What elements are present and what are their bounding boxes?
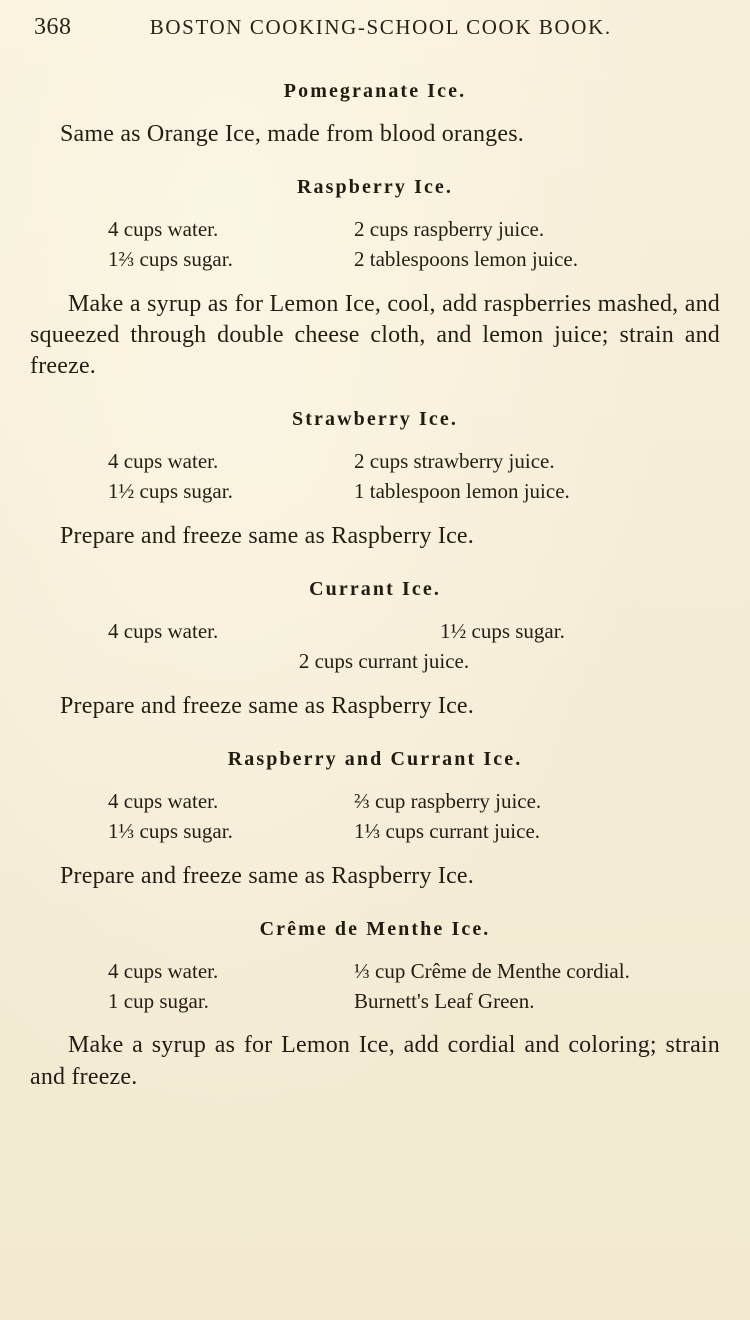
recipe-title: Raspberry and Currant Ice. — [227, 748, 523, 770]
ingredient-item: 1½ cups sugar. — [108, 479, 233, 504]
ingredient-item: 1 tablespoon lemon juice. — [354, 479, 570, 504]
ingredient-item: ⅓ cup Crême de Menthe cordial. — [354, 958, 630, 983]
recipe-raspberry-ice — [30, 176, 720, 382]
ingredient-item: 1⅓ cups currant juice. — [354, 818, 541, 843]
ingredient-list — [30, 957, 720, 1017]
ingredient-item: 2 tablespoons lemon juice. — [354, 247, 578, 271]
ingredient-list — [30, 215, 720, 275]
ingredient-item: 4 cups water. — [108, 958, 219, 983]
running-head — [34, 14, 716, 44]
book-title: BOSTON COOKING-SCHOOL COOK BOOK. — [149, 15, 612, 39]
recipe-title: Raspberry Ice. — [296, 176, 454, 199]
ingredient-item: 2 cups strawberry juice. — [354, 449, 555, 474]
ingredient-item: 1½ cups sugar. — [440, 619, 565, 644]
recipe-pomegranate-ice — [30, 80, 720, 150]
ingredient-row — [30, 787, 720, 817]
ingredient-item: Burnett's Leaf Green. — [354, 988, 535, 1013]
recipe-strawberry-ice — [30, 408, 720, 552]
ingredient-item: 4 cups water. — [108, 789, 219, 813]
recipe-currant-ice — [30, 578, 720, 722]
recipe-body: Prepare and freeze same as Raspberry Ice. — [60, 523, 474, 549]
ingredient-list — [30, 447, 720, 507]
ingredient-list — [30, 617, 720, 677]
ingredient-list — [30, 787, 720, 847]
ingredient-item: 4 cups water. — [108, 619, 219, 644]
ingredient-row — [30, 817, 720, 847]
ingredient-item: 4 cups water. — [108, 449, 219, 474]
recipe-title: Strawberry Ice. — [292, 408, 458, 431]
recipe-title: Crême de Menthe Ice. — [259, 917, 491, 940]
recipe-body: Prepare and freeze same as Raspberry Ice. — [60, 862, 474, 889]
recipe-body: Make a syrup as for Lemon Ice, add cordial and coloring; strain and freeze. — [30, 1032, 720, 1090]
ingredient-item: 4 cups water. — [108, 217, 219, 242]
recipe-title: Pomegranate Ice. — [283, 80, 467, 102]
ingredient-row — [30, 987, 720, 1017]
ingredient-row — [30, 647, 720, 677]
recipe-body: Prepare and freeze same as Raspberry Ice. — [60, 692, 474, 719]
recipe-body: Make a syrup as for Lemon Ice, cool, add raspberries mashed, and squeezed through double cheese cloth, and lemon juice; strain and freeze. — [30, 290, 720, 380]
ingredient-item: 1⅓ cups sugar. — [108, 818, 233, 843]
ingredient-item: 2 cups currant juice. — [298, 649, 470, 673]
ingredient-item: 2 cups raspberry juice. — [354, 217, 545, 242]
ingredient-row — [30, 245, 720, 275]
ingredient-item: ⅔ cup raspberry juice. — [354, 789, 542, 813]
recipe-title: Currant Ice. — [309, 578, 441, 601]
ingredient-row — [30, 957, 720, 987]
ingredient-row — [30, 477, 720, 507]
ingredient-row — [30, 617, 720, 647]
ingredient-row — [30, 447, 720, 477]
ingredient-item: 1⅔ cups sugar. — [108, 247, 233, 271]
recipe-creme-de-menthe-ice — [30, 918, 720, 1093]
recipe-raspberry-and-currant-ice — [30, 748, 720, 892]
page-body — [30, 62, 720, 1099]
ingredient-row — [30, 215, 720, 245]
ingredient-item: 1 cup sugar. — [108, 988, 209, 1013]
recipe-body: Same as Orange Ice, made from blood oranges. — [60, 121, 524, 147]
page-number: 368 — [34, 14, 72, 40]
